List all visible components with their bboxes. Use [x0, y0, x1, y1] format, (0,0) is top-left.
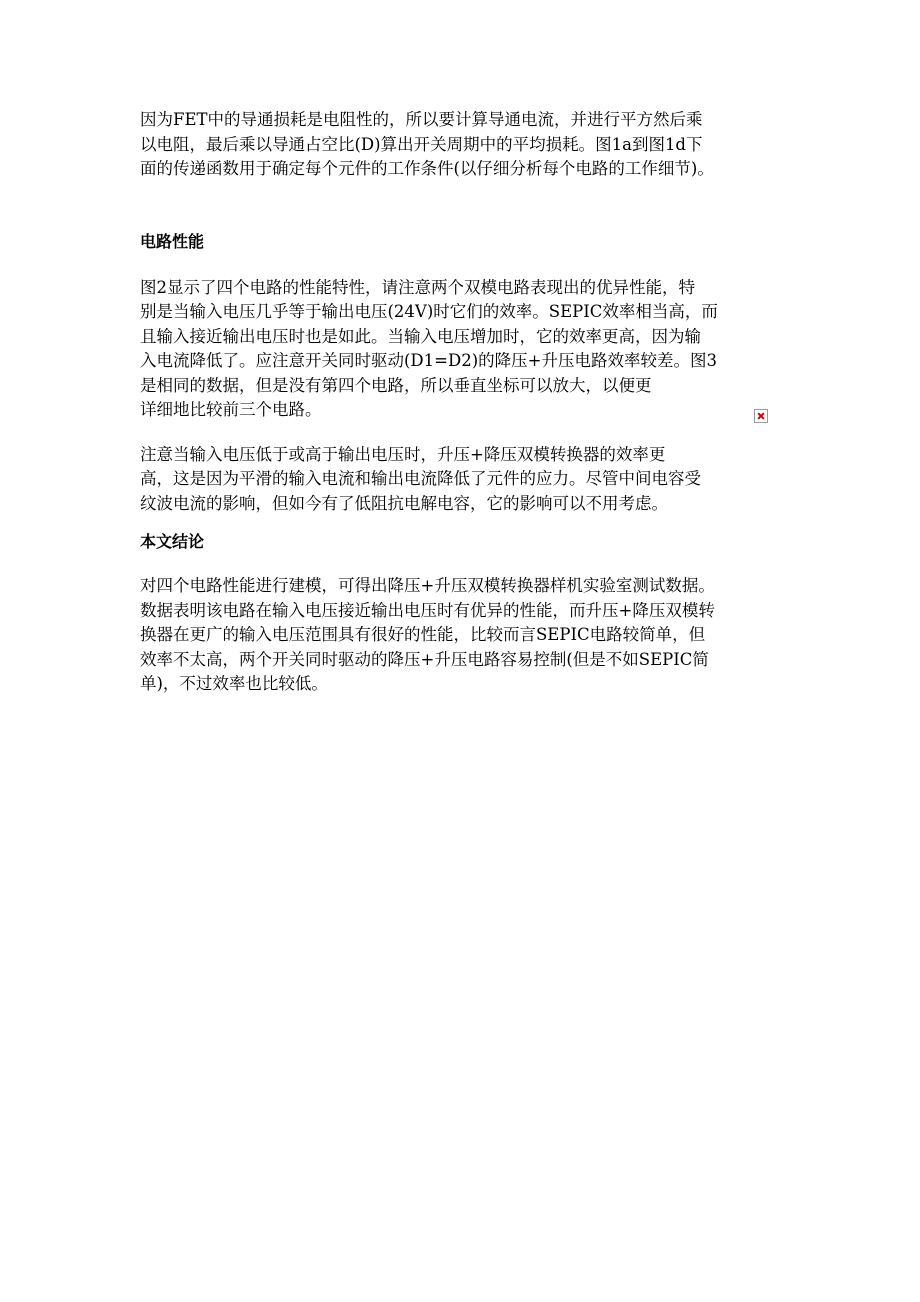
paragraph-fet-conduction-loss — [140, 108, 785, 182]
text-line: 是相同的数据，但是没有第四个电路，所以垂直坐标可以放大，以便更 — [140, 375, 652, 395]
section-heading-conclusion: 本文结论 — [140, 532, 205, 551]
text-line: 数据表明该电路在输入电压接近输出电压时有优异的性能，而升压+降压双模转 — [140, 600, 715, 620]
paragraph-conclusion — [140, 574, 785, 697]
text-line: 且输入接近输出电压时也是如此。当输入电压增加时，它的效率更高，因为输 — [140, 326, 701, 346]
text-line: 单)，不过效率也比较低。 — [140, 674, 328, 693]
text-line: 入电流降低了。应注意开关同时驱动(D1=D2)的降压+升压电路效率较差。图3 — [140, 351, 717, 370]
document-body — [140, 108, 785, 697]
text-line: 高，这是因为平滑的输入电流和输出电流降低了元件的应力。尽管中间电容受 — [140, 469, 701, 488]
text-line: 对四个电路性能进行建模，可得出降压+升压双模转换器样机实验室测试数据。 — [140, 576, 715, 595]
paragraph-circuit-performance — [140, 276, 785, 423]
text-line: 因为FET中的导通损耗是电阻性的，所以要计算导通电流，并进行平方然后乘 — [140, 110, 703, 129]
text-line: 别是当输入电压几乎等于输出电压(24V)时它们的效率。SEPIC效率相当高，而 — [140, 302, 718, 321]
section-heading-circuit-performance: 电路性能 — [140, 231, 205, 251]
text-line: 以电阻，最后乘以导通占空比(D)算出开关周期中的平均损耗。图1a到图1d下 — [140, 134, 703, 154]
paragraph-dual-mode-efficiency — [140, 443, 785, 517]
text-line: 图2显示了四个电路的性能特性，请注意两个双模电路表现出的优异性能，特 — [140, 277, 695, 297]
text-line: 效率不太高，两个开关同时驱动的降压+升压电路容易控制(但是不如SEPIC简 — [140, 649, 709, 669]
text-line: 注意当输入电压低于或高于输出电压时，升压+降压双模转换器的效率更 — [140, 444, 666, 464]
text-line: 换器在更广的输入电压范围具有很好的性能，比较而言SEPIC电路较简单，但 — [140, 625, 706, 644]
broken-image-icon — [754, 409, 768, 423]
text-line: 面的传递函数用于确定每个元件的工作条件(以仔细分析每个电路的工作细节)。 — [140, 159, 714, 178]
text-line: 详细地比较前三个电路。 — [140, 400, 322, 419]
text-line: 纹波电流的影响，但如今有了低阻抗电解电容，它的影响可以不用考虑。 — [140, 493, 668, 513]
